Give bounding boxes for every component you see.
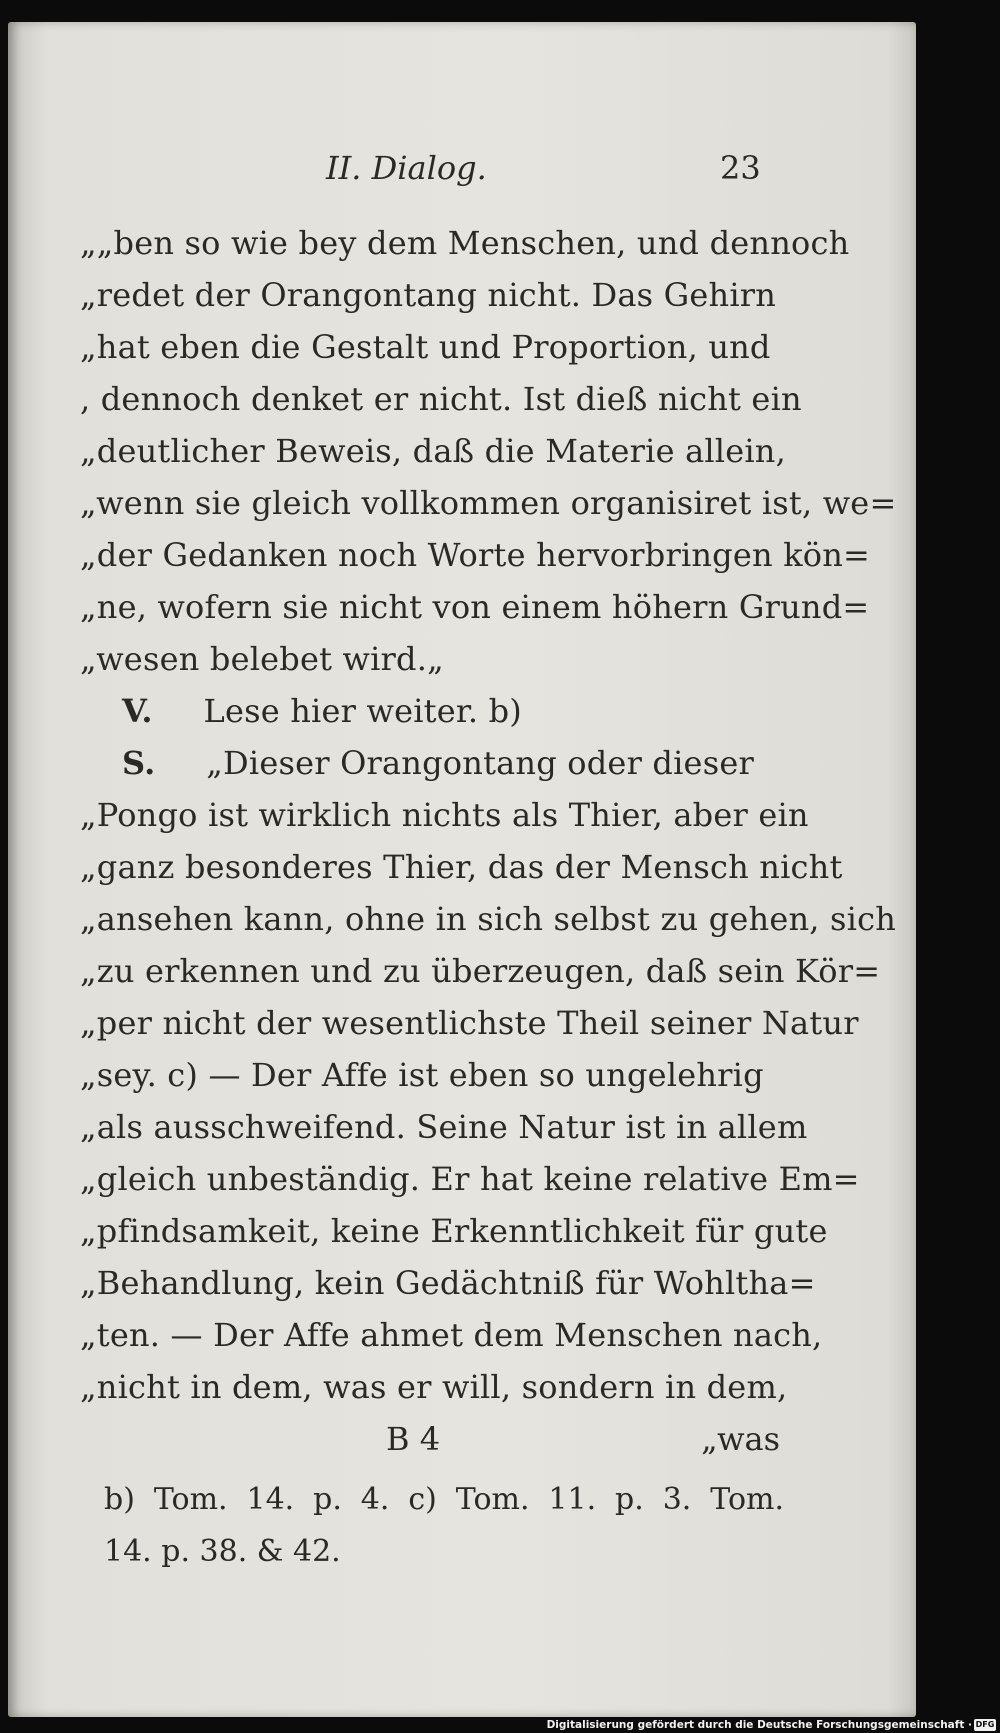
speaker-s: S. (122, 744, 156, 782)
text-line: „der Gedanken noch Worte hervorbringen kön= (80, 536, 871, 574)
text-line: „ten. — Der Affe ahmet dem Menschen nach, (80, 1316, 823, 1354)
text-line: „Behandlung, kein Gedächtniß für Wohltha= (80, 1264, 816, 1302)
dfg-logo: DFG (975, 1720, 995, 1729)
signature-row (80, 1414, 780, 1464)
text-line: „ganz besonderes Thier, das der Mensch nicht (80, 848, 843, 886)
page-number: 23 (720, 149, 761, 187)
footnotes (104, 1474, 784, 1578)
text-line: „ansehen kann, ohne in sich selbst zu gehen, sich (80, 900, 897, 938)
text-line: „Pongo ist wirklich nichts als Thier, aber ein (80, 796, 809, 834)
text-line: „deutlicher Beweis, daß die Materie allein, (80, 432, 786, 470)
text-line: „ne, wofern sie nicht von einem höhern Grund= (80, 588, 870, 626)
speaker-v: V. (122, 692, 153, 730)
text-line: „wenn sie gleich vollkommen organisiret ist, we= (80, 484, 897, 522)
text-line: „hat eben die Gestalt und Proportion, und (80, 328, 771, 366)
footnote-line: 14. p. 38. & 42. (104, 1534, 341, 1569)
dialog-line-s (80, 737, 780, 789)
text-line: „„ben so wie bey dem Menschen, und dennoch (80, 224, 850, 262)
text-line: „zu erkennen und zu überzeugen, daß sein Kör= (80, 952, 881, 990)
funding-credit: Digitalisierung gefördert durch die Deutsche Forschungsgemeinschaft · (546, 1719, 972, 1731)
text-line: „per nicht der wesentlichste Theil seiner Natur (80, 1004, 859, 1042)
catchword: „was (701, 1420, 780, 1458)
text-line: „als ausschweifend. Seine Natur ist in allem (80, 1108, 808, 1146)
text-line: „sey. c) — Der Affe ist eben so ungelehrig (80, 1056, 764, 1094)
footnote-line: b) Tom. 14. p. 4. c) Tom. 11. p. 3. Tom. (104, 1482, 784, 1517)
text-line: „redet der Orangontang nicht. Das Gehirn (80, 276, 777, 314)
dialog-line-v (80, 685, 780, 737)
body-text (80, 217, 897, 1413)
book-page (8, 22, 916, 1717)
running-title: II. Dialog. (326, 149, 487, 187)
text-line: „nicht in dem, was er will, sondern in dem, (80, 1368, 788, 1406)
text-line: „pfindsamkeit, keine Erkenntlichkeit für gute (80, 1212, 828, 1250)
text-line: „wesen belebet wird.„ (80, 640, 444, 678)
signature-mark: B 4 (386, 1420, 441, 1458)
text-line: , dennoch denket er nicht. Ist dieß nicht ein (80, 380, 802, 418)
dialog-text-v: Lese hier weiter. b) (203, 692, 522, 730)
text-line: „gleich unbeständig. Er hat keine relative Em= (80, 1160, 860, 1198)
dialog-text-s: „Dieser Orangontang oder dieser (206, 744, 754, 782)
